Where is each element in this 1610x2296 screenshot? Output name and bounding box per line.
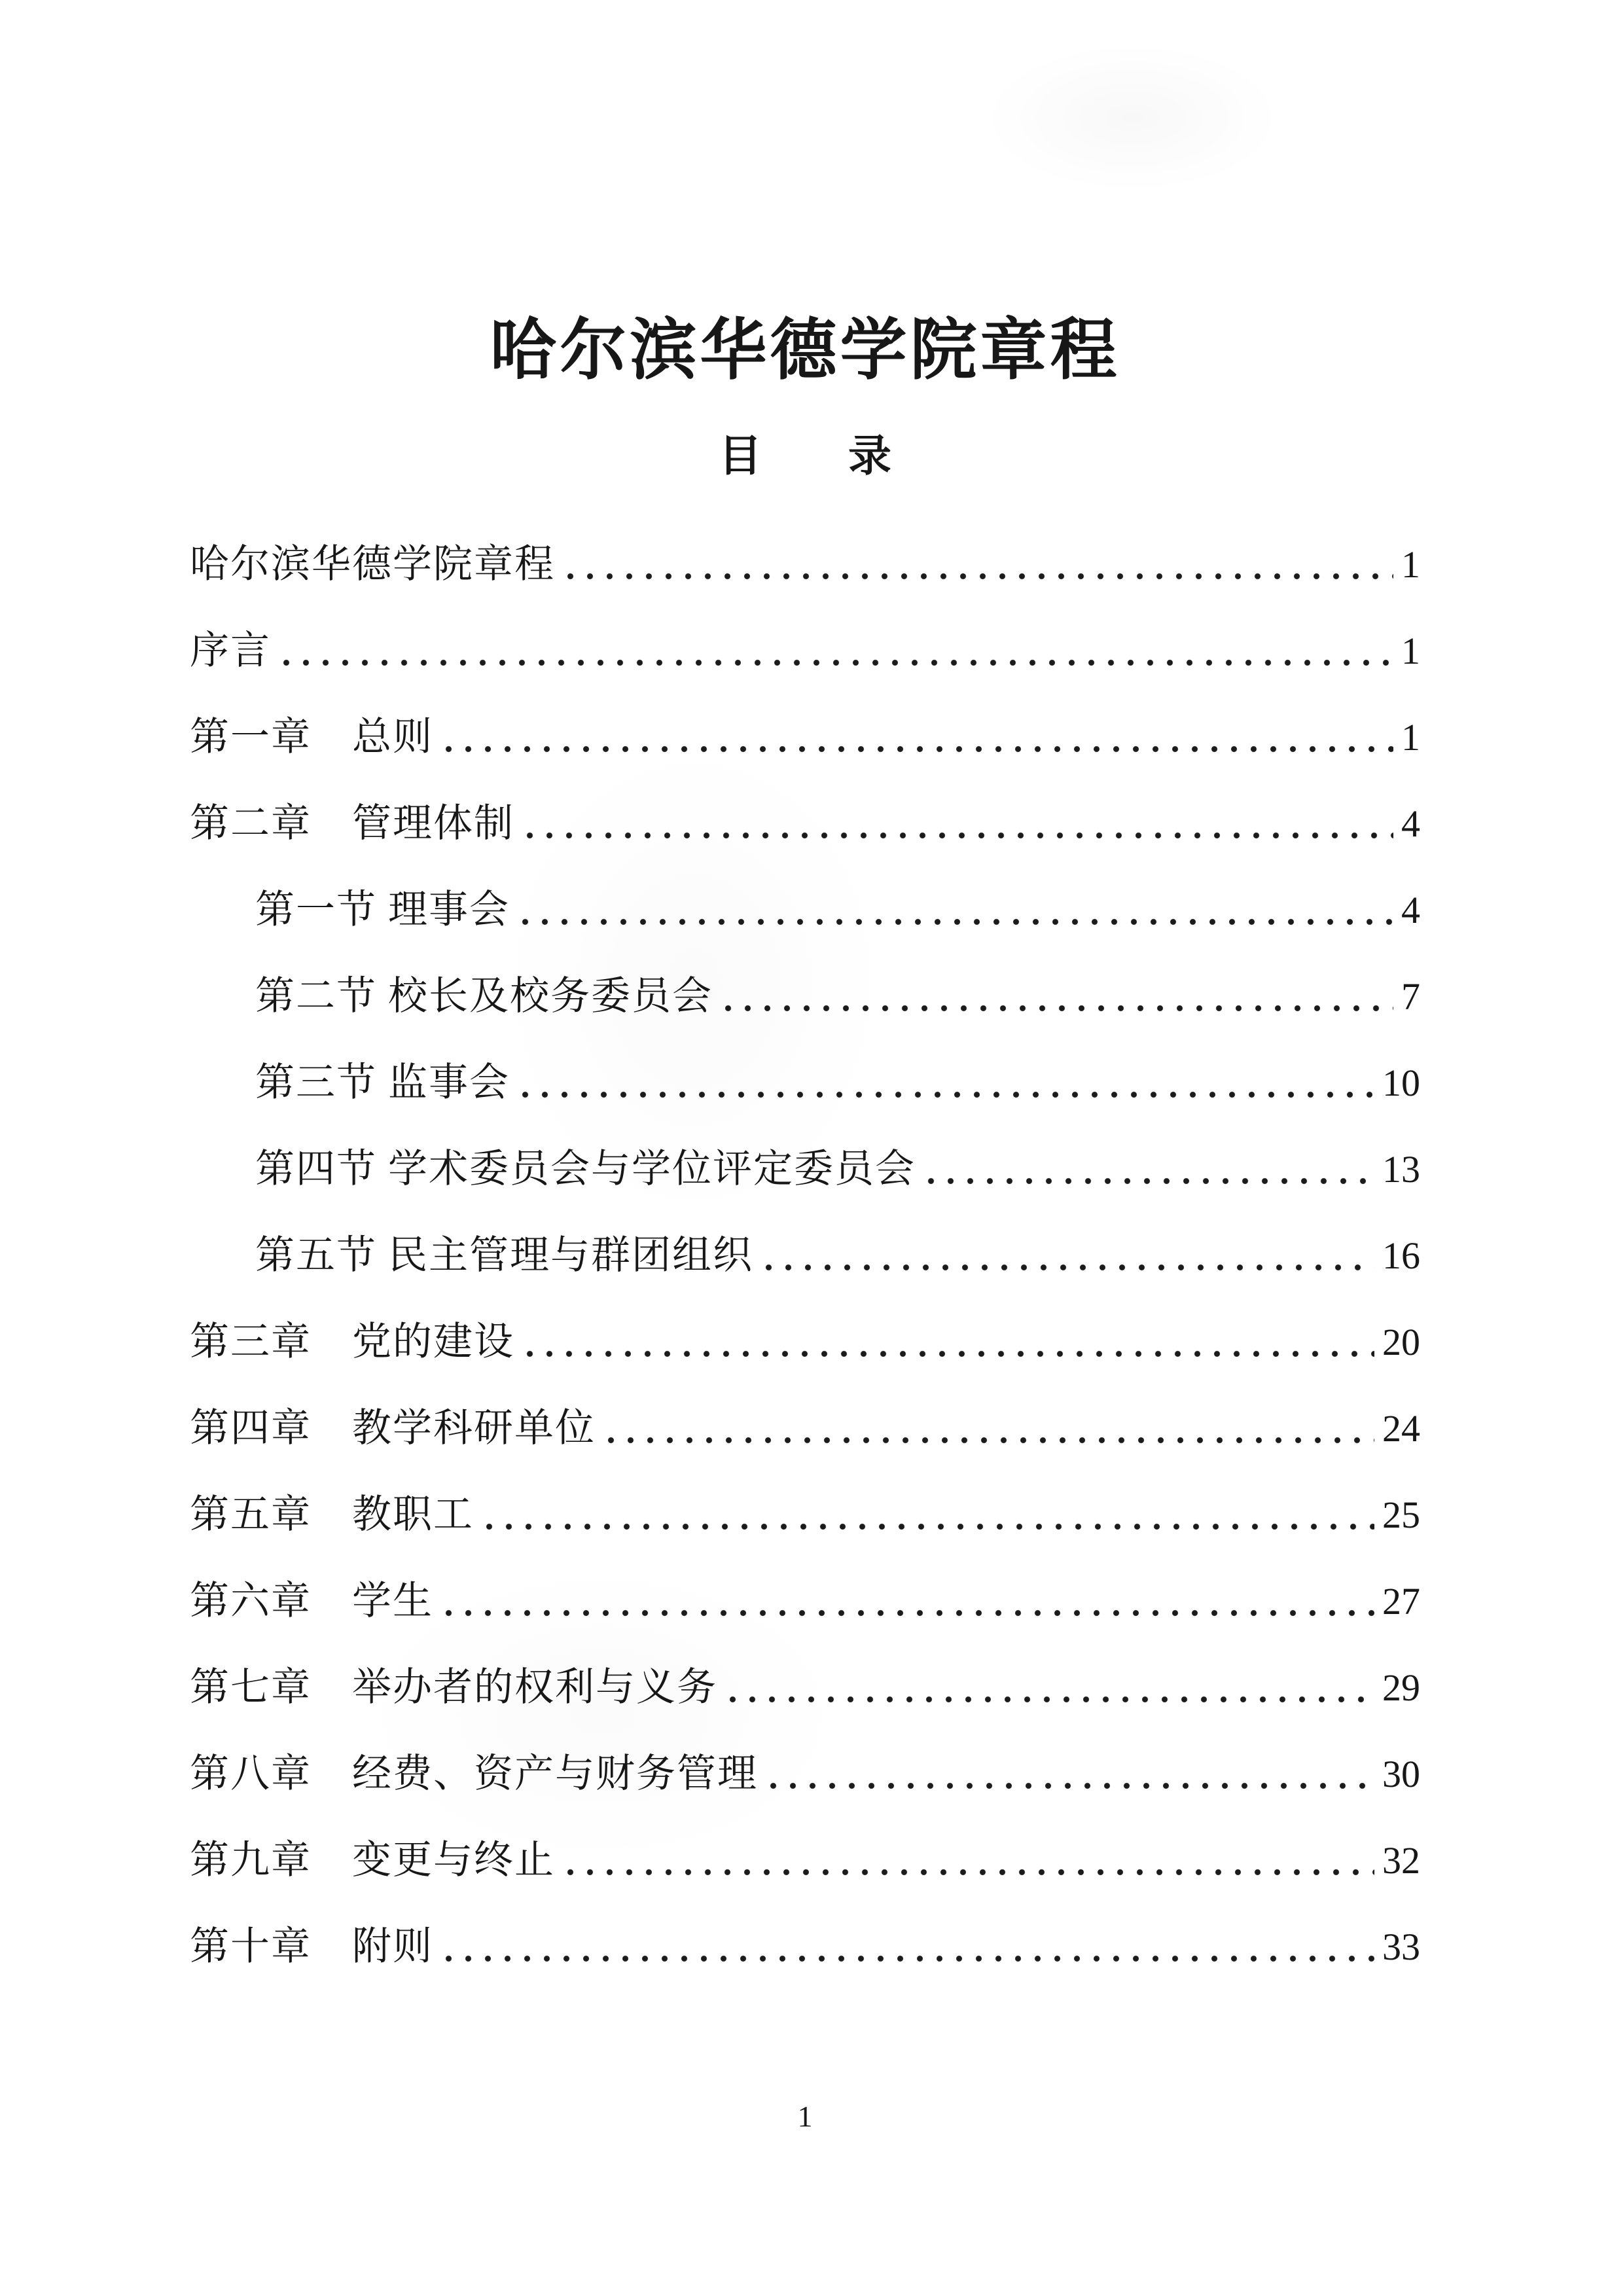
- toc-item: [190, 1405, 1420, 1452]
- toc-item-page: 32: [1382, 1839, 1420, 1882]
- toc-item-page: 27: [1382, 1580, 1420, 1623]
- toc-item-page: 4: [1401, 889, 1420, 931]
- toc-item-page: 1: [1401, 716, 1420, 759]
- toc-item-page: 1: [1401, 630, 1420, 672]
- toc-item: [190, 1318, 1420, 1365]
- toc-item-label: 第九章 变更与终止: [190, 1839, 555, 1882]
- toc-item-page: 33: [1382, 1926, 1420, 1968]
- toc-item: [190, 973, 1420, 1020]
- toc-dot-leader: [524, 1318, 1377, 1365]
- toc-item-page: 1: [1401, 543, 1420, 586]
- toc-dot-leader: [564, 1837, 1377, 1884]
- toc-dot-leader: [762, 1232, 1377, 1279]
- toc-item-page: 16: [1382, 1234, 1420, 1277]
- toc-item-page: 24: [1382, 1407, 1420, 1450]
- toc-item-label: 第五章 教职工: [190, 1493, 474, 1536]
- toc-item-label: 第四章 教学科研单位: [190, 1407, 596, 1450]
- toc-item-page: 7: [1401, 975, 1420, 1018]
- toc-dot-leader: [483, 1491, 1377, 1538]
- toc-item: [190, 1145, 1420, 1193]
- toc-item-label: 第十章 附则: [190, 1925, 433, 1968]
- toc-dot-leader: [564, 541, 1396, 588]
- toc-dot-leader: [726, 1664, 1377, 1711]
- toc-item-page: 30: [1382, 1753, 1420, 1795]
- toc-item-label: 第八章 经费、资产与财务管理: [190, 1752, 758, 1795]
- toc-item-label: 第三章 党的建设: [190, 1320, 514, 1363]
- toc-item-page: 10: [1382, 1062, 1420, 1104]
- toc-item: [190, 800, 1420, 847]
- toc-item: [190, 1923, 1420, 1970]
- toc-item: [190, 1837, 1420, 1884]
- toc-item-label: 序言: [190, 629, 271, 672]
- toc-item-page: 29: [1382, 1666, 1420, 1709]
- toc-dot-leader: [722, 973, 1396, 1020]
- toc-item-label: 哈尔滨华德学院章程: [190, 543, 555, 586]
- toc-item: [190, 1664, 1420, 1711]
- toc-dot-leader: [519, 1059, 1377, 1106]
- toc-item-page: 20: [1382, 1321, 1420, 1363]
- toc-dot-leader: [524, 800, 1396, 847]
- toc-dot-leader: [605, 1405, 1377, 1452]
- toc-dot-leader: [442, 1577, 1377, 1624]
- toc-item: [190, 541, 1420, 588]
- page-number: 1: [797, 2100, 813, 2133]
- toc-item-label: 第二节 校长及校务委员会: [255, 975, 713, 1018]
- toc-item-page: 4: [1401, 802, 1420, 845]
- toc-item: [190, 1750, 1420, 1797]
- toc-item: [190, 1059, 1420, 1106]
- toc-item-label: 第一节 理事会: [255, 888, 510, 931]
- toc-item-label: 第五节 民主管理与群团组织: [255, 1234, 753, 1277]
- toc-item-label: 第一章 总则: [190, 715, 433, 759]
- toc-dot-leader: [442, 1923, 1377, 1970]
- toc-item: [190, 1491, 1420, 1538]
- document-title: 哈尔滨华德学院章程: [490, 314, 1120, 388]
- toc-item-label: 第三节 监事会: [255, 1061, 510, 1104]
- toc-item: [190, 886, 1420, 933]
- toc-dot-leader: [442, 713, 1396, 761]
- toc-item-label: 第六章 学生: [190, 1579, 433, 1623]
- toc-item-label: 第四节 学术委员会与学位评定委员会: [255, 1147, 916, 1191]
- toc-item: [190, 627, 1420, 674]
- toc-list: [190, 541, 1420, 1970]
- toc-item: [190, 713, 1420, 761]
- toc-dot-leader: [925, 1145, 1377, 1193]
- toc-dot-leader: [519, 886, 1396, 933]
- toc-item-page: 25: [1382, 1494, 1420, 1536]
- toc-item-label: 第二章 管理体制: [190, 802, 514, 845]
- toc-item: [190, 1232, 1420, 1279]
- toc-heading: 目 录: [719, 433, 891, 480]
- toc-dot-leader: [280, 627, 1396, 674]
- toc-item-page: 13: [1382, 1148, 1420, 1191]
- toc-item-label: 第七章 举办者的权利与义务: [190, 1666, 717, 1709]
- toc-dot-leader: [767, 1750, 1377, 1797]
- toc-item: [190, 1577, 1420, 1624]
